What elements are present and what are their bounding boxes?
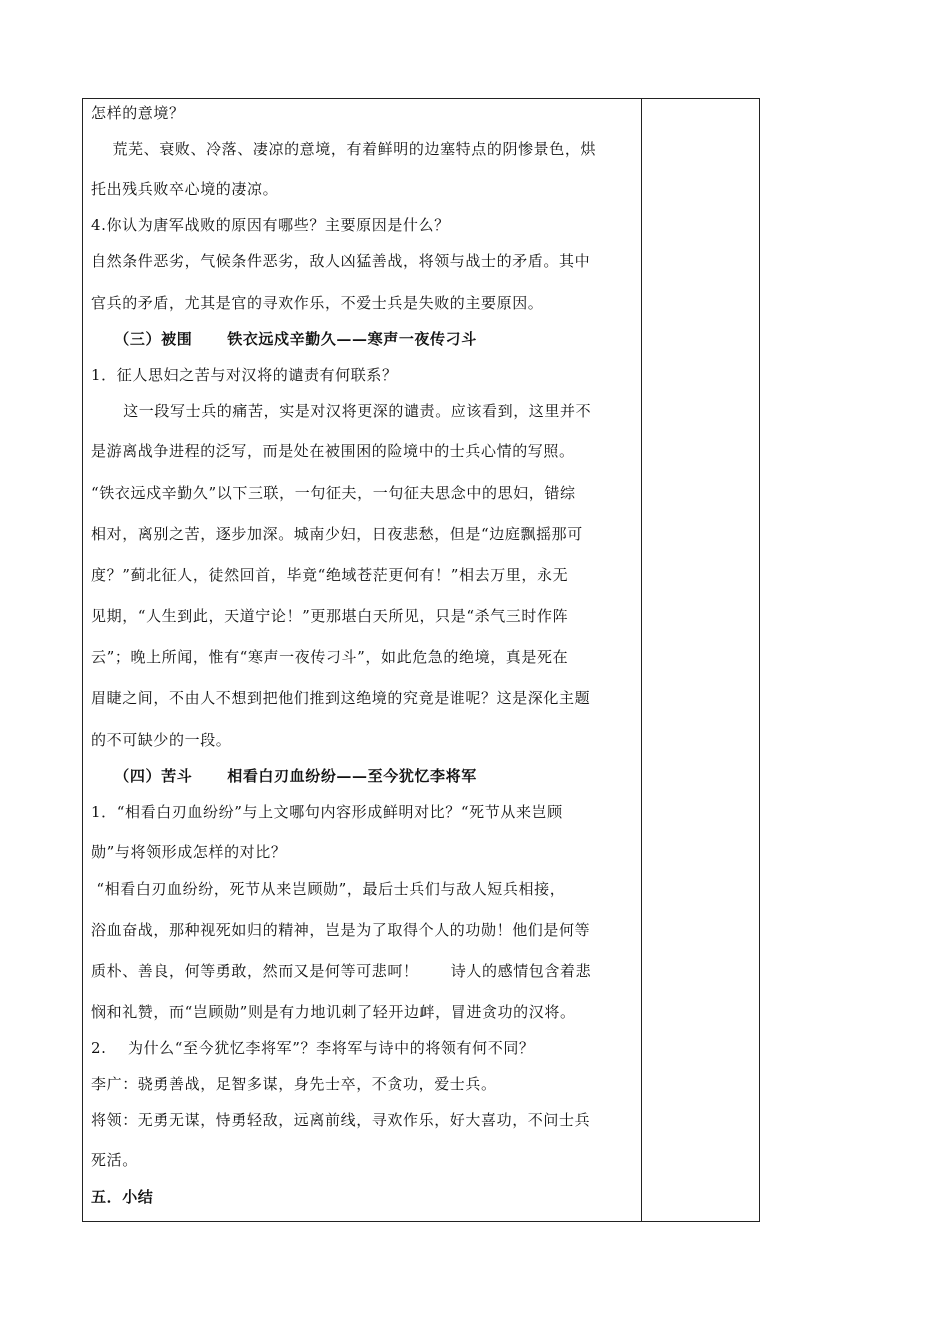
text-line: 眉睫之间，不由人不想到把他们推到这绝境的究竟是谁呢？这是深化主题 [91, 689, 591, 707]
notes-cell [642, 99, 759, 1221]
text-line: “铁衣远戍辛勤久”以下三联，一句征夫，一句征夫思念中的思妇，错综 [91, 484, 576, 502]
text-line: 质朴、善良，何等勇敢，然而又是何等可悲呵！ 诗人的感情包含着悲 [91, 962, 592, 980]
section-heading-5: 五．小结 [91, 1188, 154, 1206]
section-heading-4: （四）苦斗 相看白刃血纷纷——至今犹忆李将军 [91, 767, 477, 785]
text-line: 的不可缺少的一段。 [91, 731, 232, 749]
question-line: 勋”与将领形成怎样的对比？ [91, 843, 287, 861]
text-line: 自然条件恶劣，气候条件恶劣，敌人凶猛善战，将领与战士的矛盾。其中 [91, 252, 591, 270]
question-line: 2. 为什么“至今犹忆李将军”？李将军与诗中的将领有何不同？ [91, 1039, 535, 1057]
text-line: 这一段写士兵的痛苦，实是对汉将更深的谴责。应该看到，这里并不 [91, 402, 592, 420]
lesson-table [82, 98, 760, 1222]
text-line: 度？”蓟北征人，徒然回首，毕竟“绝域苍茫更何有！”相去万里，永无 [91, 566, 569, 584]
text-line: 怎样的意境？ [91, 104, 185, 122]
text-line: 相对，离别之苦，逐步加深。城南少妇，日夜悲愁，但是“边庭飘摇那可 [91, 525, 583, 543]
text-line: 悯和礼赞，而“岂顾勋”则是有力地讥刺了轻开边衅，冒进贪功的汉将。 [91, 1003, 576, 1021]
question-line: 1．“相看白刃血纷纷”与上文哪句内容形成鲜明对比？“死节从来岂顾 [91, 803, 563, 821]
text-line: 见期，“人生到此，天道宁论！”更那堪白天所见，只是“杀气三时作阵 [91, 607, 569, 625]
text-line: 云”；晚上所闻，惟有“寒声一夜传刁斗”，如此危急的绝境，真是死在 [91, 648, 569, 666]
text-line: 托出残兵败卒心境的凄凉。 [91, 180, 279, 198]
text-line: 浴血奋战，那种视死如归的精神，岂是为了取得个人的功勋！他们是何等 [91, 921, 591, 939]
text-line: 将领：无勇无谋，恃勇轻敌，远离前线，寻欢作乐，好大喜功，不问士兵 [91, 1111, 591, 1129]
section-heading-3: （三）被围 铁衣远戍辛勤久——寒声一夜传刁斗 [91, 330, 477, 348]
text-line: 荒芜、衰败、冷落、凄凉的意境，有着鲜明的边塞特点的阴惨景色，烘 [91, 140, 597, 158]
text-line: 官兵的矛盾，尤其是官的寻欢作乐，不爱士兵是失败的主要原因。 [91, 294, 544, 312]
text-line: “相看白刃血纷纷，死节从来岂顾勋”，最后士兵们与敌人短兵相接， [91, 880, 566, 898]
text-line: 4.你认为唐军战败的原因有哪些？主要原因是什么？ [91, 216, 450, 234]
text-line: 死活。 [91, 1151, 138, 1169]
text-line: 李广：骁勇善战，足智多谋，身先士卒，不贪功，爱士兵。 [91, 1075, 497, 1093]
text-line: 是游离战争进程的泛写，而是处在被围困的险境中的士兵心情的写照。 [91, 442, 575, 460]
question-line: 1．征人思妇之苦与对汉将的谴责有何联系？ [91, 366, 398, 384]
content-cell [83, 99, 641, 1221]
